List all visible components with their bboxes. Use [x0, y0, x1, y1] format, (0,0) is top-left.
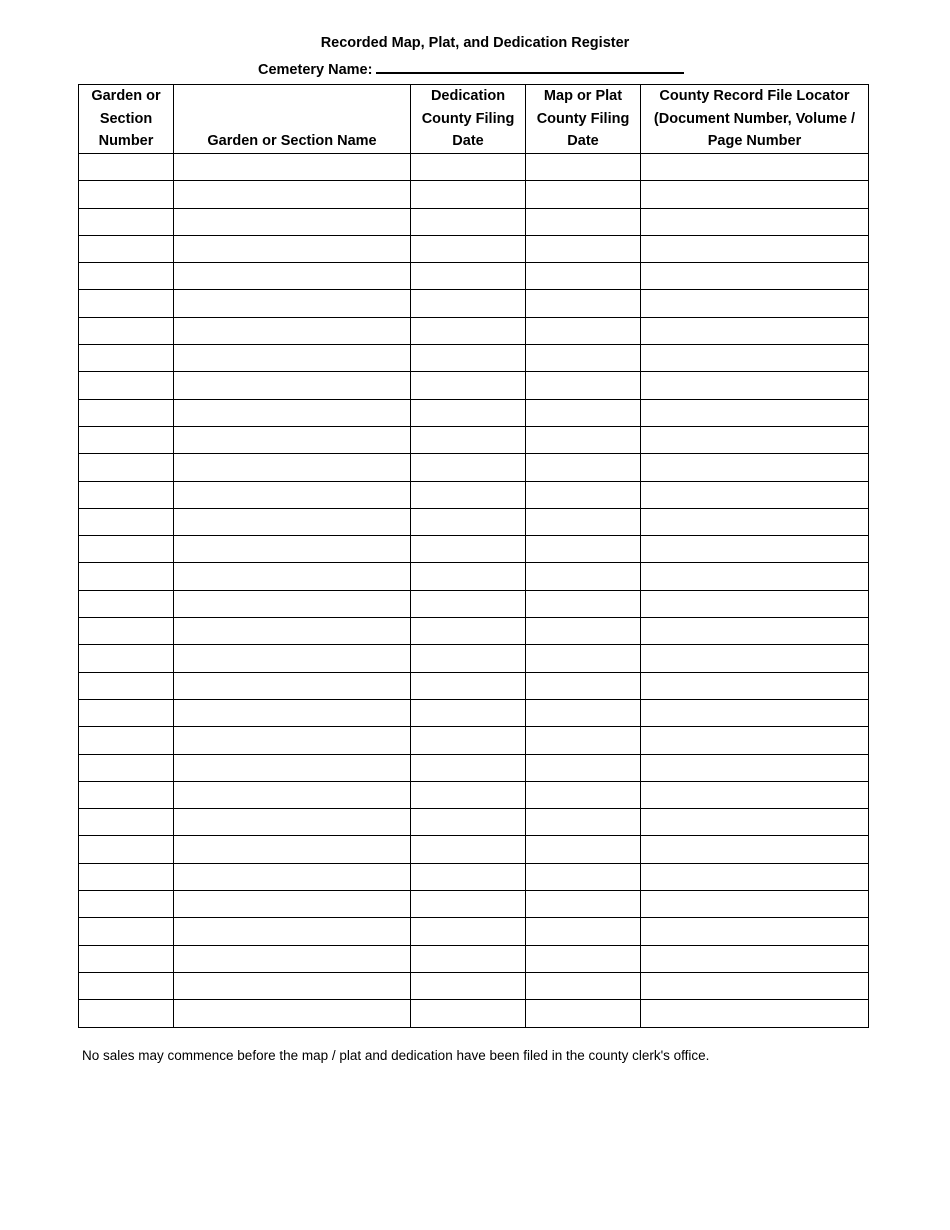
cell-record-locator[interactable]: [641, 645, 869, 672]
cell-section-name[interactable]: [174, 727, 411, 754]
cell-section-number[interactable]: [79, 536, 174, 563]
cell-record-locator[interactable]: [641, 317, 869, 344]
cell-record-locator[interactable]: [641, 618, 869, 645]
cell-section-number[interactable]: [79, 508, 174, 535]
cell-section-name[interactable]: [174, 781, 411, 808]
cell-record-locator[interactable]: [641, 508, 869, 535]
cell-section-name[interactable]: [174, 945, 411, 972]
cell-map-plat-date[interactable]: [526, 1000, 641, 1027]
cell-record-locator[interactable]: [641, 399, 869, 426]
cell-record-locator[interactable]: [641, 372, 869, 399]
cell-section-name[interactable]: [174, 454, 411, 481]
cell-dedication-date[interactable]: [411, 945, 526, 972]
cell-record-locator[interactable]: [641, 208, 869, 235]
cell-dedication-date[interactable]: [411, 399, 526, 426]
cell-section-number[interactable]: [79, 426, 174, 453]
cell-section-name[interactable]: [174, 754, 411, 781]
table-row: [79, 1000, 869, 1027]
cell-section-name[interactable]: [174, 290, 411, 317]
cell-record-locator[interactable]: [641, 454, 869, 481]
cell-section-name[interactable]: [174, 317, 411, 344]
cell-section-number[interactable]: [79, 781, 174, 808]
cell-section-name[interactable]: [174, 372, 411, 399]
table-row: [79, 536, 869, 563]
cemetery-name-label: Cemetery Name:: [258, 62, 373, 78]
table-row: [79, 836, 869, 863]
cell-section-number[interactable]: [79, 372, 174, 399]
header-garden-section-name: [174, 85, 411, 154]
cell-map-plat-date[interactable]: [526, 918, 641, 945]
table-row: [79, 481, 869, 508]
table-row: [79, 945, 869, 972]
header-line: Date: [452, 133, 484, 150]
cell-dedication-date[interactable]: [411, 263, 526, 290]
cell-map-plat-date[interactable]: [526, 536, 641, 563]
cell-dedication-date[interactable]: [411, 508, 526, 535]
cell-record-locator[interactable]: [641, 1000, 869, 1027]
header-garden-section-number: [79, 85, 174, 154]
table-row: [79, 508, 869, 535]
cell-section-number[interactable]: [79, 345, 174, 372]
cell-map-plat-date[interactable]: [526, 454, 641, 481]
table-row: [79, 263, 869, 290]
cell-map-plat-date[interactable]: [526, 290, 641, 317]
table-row: [79, 891, 869, 918]
cell-dedication-date[interactable]: [411, 836, 526, 863]
cell-section-name[interactable]: [174, 481, 411, 508]
cell-dedication-date[interactable]: [411, 699, 526, 726]
cell-dedication-date[interactable]: [411, 317, 526, 344]
cell-record-locator[interactable]: [641, 809, 869, 836]
table-row: [79, 863, 869, 890]
cell-record-locator[interactable]: [641, 918, 869, 945]
cell-dedication-date[interactable]: [411, 536, 526, 563]
cell-section-name[interactable]: [174, 1000, 411, 1027]
cell-record-locator[interactable]: [641, 945, 869, 972]
table-row: [79, 426, 869, 453]
cell-dedication-date[interactable]: [411, 590, 526, 617]
header-line: Map or Plat: [543, 88, 623, 105]
cell-section-name[interactable]: [174, 618, 411, 645]
cell-map-plat-date[interactable]: [526, 563, 641, 590]
cell-dedication-date[interactable]: [411, 454, 526, 481]
cemetery-name-input[interactable]: [376, 58, 684, 74]
header-line: (Document Number, Volume /: [653, 110, 856, 127]
cell-section-number[interactable]: [79, 699, 174, 726]
cell-section-name[interactable]: [174, 426, 411, 453]
cell-map-plat-date[interactable]: [526, 154, 641, 181]
cell-section-name[interactable]: [174, 672, 411, 699]
header-line: County Filing: [536, 110, 630, 127]
cell-section-name[interactable]: [174, 836, 411, 863]
cell-dedication-date[interactable]: [411, 481, 526, 508]
cell-map-plat-date[interactable]: [526, 508, 641, 535]
cell-record-locator[interactable]: [641, 836, 869, 863]
cell-section-number[interactable]: [79, 208, 174, 235]
cell-dedication-date[interactable]: [411, 372, 526, 399]
header-line: Garden or: [91, 88, 161, 105]
cell-map-plat-date[interactable]: [526, 754, 641, 781]
cell-section-number[interactable]: [79, 863, 174, 890]
footer-note: No sales may commence before the map / plat and dedication have been filed in the county clerk's office.: [82, 1048, 710, 1063]
table-row: [79, 618, 869, 645]
header-dedication-filing-date: [411, 85, 526, 154]
cell-section-name[interactable]: [174, 972, 411, 999]
cell-dedication-date[interactable]: [411, 918, 526, 945]
cell-dedication-date[interactable]: [411, 290, 526, 317]
cell-dedication-date[interactable]: [411, 891, 526, 918]
cell-map-plat-date[interactable]: [526, 481, 641, 508]
cell-section-name[interactable]: [174, 809, 411, 836]
cell-dedication-date[interactable]: [411, 809, 526, 836]
table-row: [79, 590, 869, 617]
cell-dedication-date[interactable]: [411, 1000, 526, 1027]
cell-record-locator[interactable]: [641, 154, 869, 181]
cell-map-plat-date[interactable]: [526, 426, 641, 453]
cell-section-name[interactable]: [174, 645, 411, 672]
table-row: [79, 208, 869, 235]
cell-record-locator[interactable]: [641, 972, 869, 999]
cell-map-plat-date[interactable]: [526, 208, 641, 235]
cell-record-locator[interactable]: [641, 481, 869, 508]
cell-record-locator[interactable]: [641, 290, 869, 317]
header-county-record-locator: [641, 85, 869, 154]
cell-section-number[interactable]: [79, 317, 174, 344]
cell-record-locator[interactable]: [641, 754, 869, 781]
cell-section-number[interactable]: [79, 918, 174, 945]
cell-section-name[interactable]: [174, 263, 411, 290]
table-row: [79, 235, 869, 262]
cell-section-number[interactable]: [79, 891, 174, 918]
header-line: County Filing: [421, 110, 515, 127]
table-row: [79, 699, 869, 726]
cell-section-number[interactable]: [79, 836, 174, 863]
cell-map-plat-date[interactable]: [526, 836, 641, 863]
table-row: [79, 454, 869, 481]
cell-section-name[interactable]: [174, 891, 411, 918]
cell-map-plat-date[interactable]: [526, 372, 641, 399]
table-row: [79, 399, 869, 426]
cell-section-name[interactable]: [174, 508, 411, 535]
table-row: [79, 290, 869, 317]
cell-dedication-date[interactable]: [411, 345, 526, 372]
table-row: [79, 645, 869, 672]
header-line: Date: [567, 133, 599, 150]
cemetery-name-field: [258, 58, 684, 78]
table-row: [79, 372, 869, 399]
header-line: Number: [98, 133, 154, 150]
cell-map-plat-date[interactable]: [526, 672, 641, 699]
cell-section-name[interactable]: [174, 154, 411, 181]
cell-record-locator[interactable]: [641, 536, 869, 563]
cell-section-number[interactable]: [79, 754, 174, 781]
table-row: [79, 809, 869, 836]
table-row: [79, 972, 869, 999]
cell-dedication-date[interactable]: [411, 426, 526, 453]
cell-dedication-date[interactable]: [411, 781, 526, 808]
table-row: [79, 345, 869, 372]
cell-dedication-date[interactable]: [411, 563, 526, 590]
cell-section-number[interactable]: [79, 590, 174, 617]
cell-section-number[interactable]: [79, 972, 174, 999]
cell-map-plat-date[interactable]: [526, 645, 641, 672]
table-row: [79, 154, 869, 181]
cell-section-number[interactable]: [79, 727, 174, 754]
cell-map-plat-date[interactable]: [526, 972, 641, 999]
header-line: Garden or Section Name: [207, 132, 377, 149]
cell-record-locator[interactable]: [641, 181, 869, 208]
cell-section-name[interactable]: [174, 563, 411, 590]
cell-record-locator[interactable]: [641, 426, 869, 453]
header-line: Section: [99, 110, 153, 127]
cell-section-number[interactable]: [79, 454, 174, 481]
cell-record-locator[interactable]: [641, 727, 869, 754]
cell-record-locator[interactable]: [641, 590, 869, 617]
cell-map-plat-date[interactable]: [526, 263, 641, 290]
cell-map-plat-date[interactable]: [526, 317, 641, 344]
cell-dedication-date[interactable]: [411, 727, 526, 754]
cell-map-plat-date[interactable]: [526, 699, 641, 726]
cell-section-number[interactable]: [79, 618, 174, 645]
cell-section-number[interactable]: [79, 181, 174, 208]
table-row: [79, 781, 869, 808]
cell-section-number[interactable]: [79, 1000, 174, 1027]
cell-section-number[interactable]: [79, 290, 174, 317]
header-line: Page Number: [707, 133, 802, 150]
cell-section-name[interactable]: [174, 399, 411, 426]
cell-record-locator[interactable]: [641, 563, 869, 590]
table-row: [79, 918, 869, 945]
cell-record-locator[interactable]: [641, 781, 869, 808]
table-row: [79, 181, 869, 208]
cell-section-number[interactable]: [79, 645, 174, 672]
cell-section-name[interactable]: [174, 536, 411, 563]
table-row: [79, 672, 869, 699]
cell-map-plat-date[interactable]: [526, 809, 641, 836]
cell-dedication-date[interactable]: [411, 154, 526, 181]
cell-record-locator[interactable]: [641, 891, 869, 918]
cell-record-locator[interactable]: [641, 863, 869, 890]
cell-dedication-date[interactable]: [411, 672, 526, 699]
cell-record-locator[interactable]: [641, 345, 869, 372]
cell-map-plat-date[interactable]: [526, 235, 641, 262]
cell-map-plat-date[interactable]: [526, 590, 641, 617]
cell-map-plat-date[interactable]: [526, 945, 641, 972]
cell-record-locator[interactable]: [641, 235, 869, 262]
header-line: Dedication: [430, 88, 506, 105]
register-table: [78, 84, 869, 1028]
cell-section-name[interactable]: [174, 345, 411, 372]
cell-section-number[interactable]: [79, 672, 174, 699]
cell-section-name[interactable]: [174, 918, 411, 945]
cell-section-number[interactable]: [79, 563, 174, 590]
cell-section-number[interactable]: [79, 809, 174, 836]
cell-section-name[interactable]: [174, 235, 411, 262]
cell-section-number[interactable]: [79, 154, 174, 181]
cell-section-name[interactable]: [174, 590, 411, 617]
form-title: Recorded Map, Plat, and Dedication Register: [320, 35, 630, 51]
cell-map-plat-date[interactable]: [526, 727, 641, 754]
cell-map-plat-date[interactable]: [526, 181, 641, 208]
cell-section-name[interactable]: [174, 181, 411, 208]
cell-record-locator[interactable]: [641, 699, 869, 726]
cell-map-plat-date[interactable]: [526, 345, 641, 372]
cell-record-locator[interactable]: [641, 263, 869, 290]
cell-dedication-date[interactable]: [411, 972, 526, 999]
cell-map-plat-date[interactable]: [526, 863, 641, 890]
cell-section-number[interactable]: [79, 481, 174, 508]
cell-dedication-date[interactable]: [411, 618, 526, 645]
cell-dedication-date[interactable]: [411, 863, 526, 890]
cell-dedication-date[interactable]: [411, 645, 526, 672]
cell-dedication-date[interactable]: [411, 235, 526, 262]
cell-section-number[interactable]: [79, 399, 174, 426]
cell-section-name[interactable]: [174, 699, 411, 726]
table-row: [79, 754, 869, 781]
header-line: County Record File Locator: [659, 88, 850, 105]
header-map-plat-filing-date: [526, 85, 641, 154]
cell-dedication-date[interactable]: [411, 208, 526, 235]
cell-map-plat-date[interactable]: [526, 781, 641, 808]
cell-section-number[interactable]: [79, 235, 174, 262]
cell-section-name[interactable]: [174, 863, 411, 890]
cell-map-plat-date[interactable]: [526, 399, 641, 426]
cell-section-number[interactable]: [79, 263, 174, 290]
header-row: [79, 85, 869, 154]
cell-dedication-date[interactable]: [411, 754, 526, 781]
table-row: [79, 727, 869, 754]
table-row: [79, 317, 869, 344]
cell-map-plat-date[interactable]: [526, 618, 641, 645]
cell-section-number[interactable]: [79, 945, 174, 972]
register-body: [79, 154, 869, 1028]
cell-record-locator[interactable]: [641, 672, 869, 699]
cell-section-name[interactable]: [174, 208, 411, 235]
cell-map-plat-date[interactable]: [526, 891, 641, 918]
table-row: [79, 563, 869, 590]
cell-dedication-date[interactable]: [411, 181, 526, 208]
